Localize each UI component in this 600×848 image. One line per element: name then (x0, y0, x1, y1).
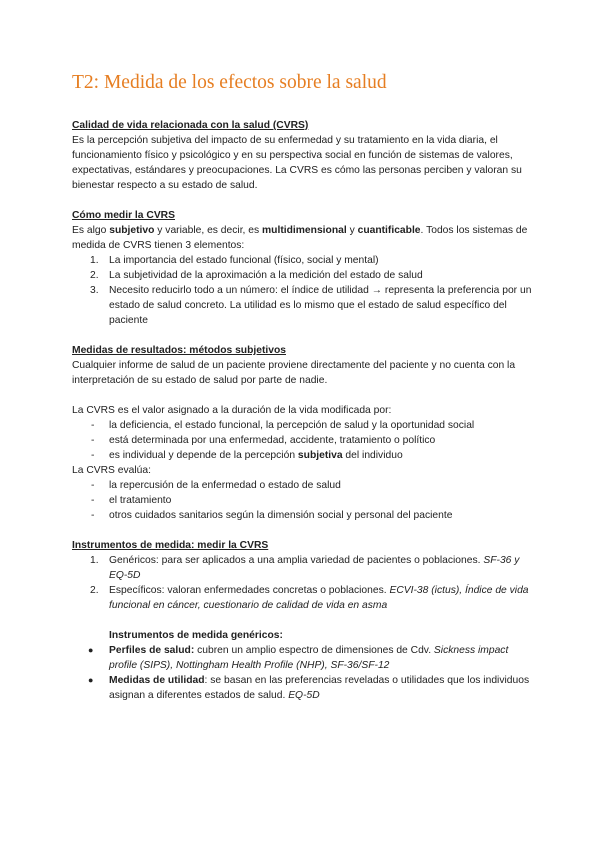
list-item (72, 268, 534, 283)
list-item-text: La subjetividad de la aproximación a la medición del estado de salud (109, 270, 423, 281)
bullet-marker: ● (88, 675, 94, 685)
list-item (72, 643, 534, 673)
list-item-text: la deficiencia, el estado funcional, la percepción de salud y la oportunidad social (109, 420, 475, 431)
list-item-text: el tratamiento (109, 495, 172, 506)
section-instrumentos (72, 538, 534, 703)
section-como-medir (72, 208, 534, 328)
bold-text: Perfiles de salud: (109, 645, 195, 656)
italic-text: ECVI-38 (ictus), Índice de vida funcional en cáncer, cuestionario de calidad de vida en asma (109, 585, 529, 611)
text-run: . Todos los sistemas de medida de CVRS tienen 3 elementos: (72, 225, 528, 251)
section-heading: Instrumentos de medida: medir la CVRS (72, 540, 269, 551)
dash-marker: - (91, 480, 95, 491)
list-number: 1. (90, 255, 99, 266)
paragraph (72, 223, 534, 253)
dash-list (72, 478, 534, 523)
bullet-list (72, 643, 534, 703)
italic-text: EQ-5D (288, 690, 320, 701)
text-run: : se basan en las preferencias reveladas o utilidades que los individuos asignan a diferentes estados de salud. (109, 675, 530, 701)
list-item (72, 283, 534, 328)
list-number: 2. (90, 585, 99, 596)
list-item-text: Necesito reducirlo todo a un número: el índice de utilidad → representa la preferencia por un estado de salud concreto. La utilidad es lo mismo que el estado de salud específico del paciente (109, 285, 532, 326)
dash-list (72, 418, 534, 463)
list-item (72, 553, 534, 583)
list-item (72, 493, 534, 508)
bold-text: subjetivo (109, 225, 155, 236)
bold-text: cuantificable (357, 225, 421, 236)
list-number: 2. (90, 270, 99, 281)
dash-marker: - (91, 510, 95, 521)
list-item-text: la repercusión de la enfermedad o estado de salud (109, 480, 341, 491)
text-run: Es algo (72, 225, 110, 236)
list-item (72, 418, 534, 433)
subheading: Instrumentos de medida genéricos: (109, 630, 283, 641)
italic-text: SF-36 y EQ-5D (109, 555, 520, 581)
dash-marker: - (91, 435, 95, 446)
text-run: es individual y depende de la percepción (109, 450, 298, 461)
list-item (72, 508, 534, 523)
text-run: y (346, 225, 358, 236)
paragraph: La CVRS es el valor asignado a la duración de la vida modificada por: (72, 405, 392, 416)
list-item-text: Genéricos: para ser aplicados a una amplia variedad de pacientes o poblaciones. (109, 555, 484, 566)
list-item (72, 673, 534, 703)
section-heading: Cómo medir la CVRS (72, 210, 175, 221)
text-run: del individuo (342, 450, 403, 461)
section-cvrs (72, 118, 534, 193)
list-item (72, 448, 534, 463)
list-item (72, 253, 534, 268)
paragraph: La CVRS evalúa: (72, 465, 151, 476)
paragraph: Cualquier informe de salud de un paciente proviene directamente del paciente y no cuenta con la interpretación de su estado de salud por parte de nadie. (72, 360, 516, 386)
text-run: cubren un amplio espectro de dimensiones de Cdv. (194, 645, 434, 656)
document-content (72, 70, 534, 703)
dash-marker: - (91, 495, 95, 506)
list-item (72, 433, 534, 448)
page-title: T2: Medida de los efectos sobre la salud (72, 72, 387, 93)
list-item-text: La importancia del estado funcional (físico, social y mental) (109, 255, 379, 266)
dash-marker: - (91, 450, 95, 461)
list-item-text: está determinada por una enfermedad, accidente, tratamiento o político (109, 435, 436, 446)
bold-text: multidimensional (262, 225, 347, 236)
bold-text: Medidas de utilidad (109, 675, 205, 686)
section-heading: Medidas de resultados: métodos subjetivos (72, 345, 286, 356)
numbered-list (72, 253, 534, 328)
list-item-text: otros cuidados sanitarios según la dimensión social y personal del paciente (109, 510, 453, 521)
list-item (72, 478, 534, 493)
list-item (72, 583, 534, 613)
list-number: 3. (90, 285, 99, 296)
dash-marker: - (91, 420, 95, 431)
section-heading: Calidad de vida relacionada con la salud (CVRS) (72, 120, 309, 131)
list-item-text: Específicos: valoran enfermedades concretas o poblaciones. (109, 585, 390, 596)
list-number: 1. (90, 555, 99, 566)
section-medidas-resultados (72, 343, 534, 523)
italic-text: Sickness impact profile (SIPS), Nottingham Health Profile (NHP), SF-36/SF-12 (109, 645, 509, 671)
numbered-list (72, 553, 534, 613)
bullet-marker: ● (88, 645, 94, 655)
text-run: y variable, es decir, es (154, 225, 263, 236)
bold-text: subjetiva (297, 450, 343, 461)
paragraph: Es la percepción subjetiva del impacto de su enfermedad y su tratamiento en la vida diaria, el funcionamiento físico y psicológico y en su perspectiva social en función de sistemas de valores, expectativas, estándares y preocupaciones. La CVRS es cómo las personas perciben y valoran su bienestar respecto a su estado de salud. (72, 135, 522, 191)
